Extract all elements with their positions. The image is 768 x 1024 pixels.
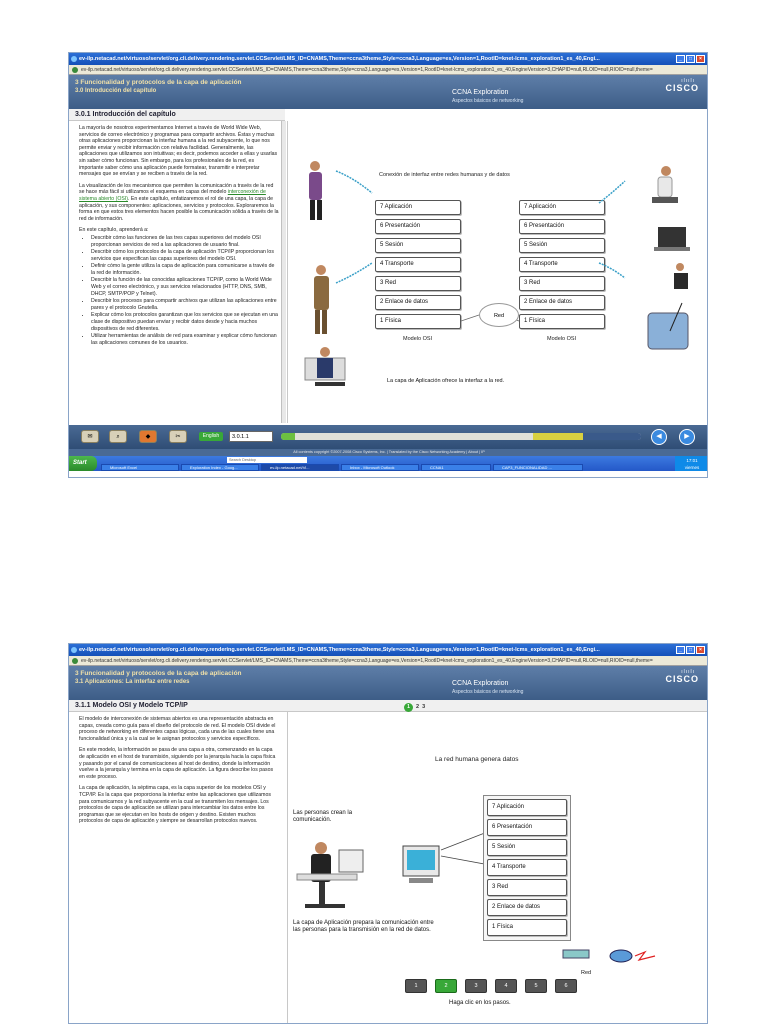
osi-layer: 7 Aplicación xyxy=(487,799,567,816)
osi-layer-left: 2 Enlace de datos xyxy=(375,295,461,310)
course-brand: CCNA Exploration xyxy=(452,89,509,96)
subchapter-title: 3.1 Aplicaciones: La interfaz entre redes xyxy=(75,679,190,685)
taskbar-item[interactable]: Microsoft Excel xyxy=(101,464,179,471)
diagram-caption: La capa de Aplicación ofrece la interfaz a la red. xyxy=(387,378,505,384)
people-caption: Las personas crean la comunicación. xyxy=(293,810,353,823)
page-tab-2[interactable]: 2 xyxy=(416,704,420,710)
address-bar[interactable] xyxy=(69,65,707,75)
osi-layer-left: 4 Transporte xyxy=(375,257,461,272)
ie-icon xyxy=(71,56,77,62)
taskbar-item[interactable]: ev-ilp.netacad.net/Vi... xyxy=(261,464,339,471)
wireless-signal-lines-right xyxy=(597,173,627,293)
intro-text xyxy=(79,125,279,347)
diagram-title: La red humana genera datos xyxy=(435,756,519,763)
diagram-title: Conexión de interfaz entre redes humanas y de datos xyxy=(379,172,510,178)
wireless-signal-lines xyxy=(334,163,374,323)
forward-arrow-icon[interactable]: ▶ xyxy=(679,429,695,445)
step-button-2[interactable]: 2 xyxy=(435,979,457,993)
osi-layer-left: 3 Red xyxy=(375,276,461,291)
cisco-logo: CISCO xyxy=(665,674,699,684)
osi-layer-left: 1 Física xyxy=(375,314,461,329)
desktop-search-input[interactable]: Search Desktop xyxy=(227,457,307,463)
windows-taskbar xyxy=(69,456,708,471)
osi-layer-left: 6 Presentación xyxy=(375,219,461,234)
osi-layer-right: 3 Red xyxy=(519,276,605,291)
copyright-bar: All contents copyright ©2007-2008 Cisco Systems, Inc. | Translated by the Cisco Networking Academy | About | IP xyxy=(69,449,708,456)
network-cloud: Red xyxy=(479,303,519,327)
close-button[interactable]: × xyxy=(696,55,705,63)
network-label: Red xyxy=(581,970,592,976)
step-button-4[interactable]: 4 xyxy=(495,979,517,993)
osi-layer: 3 Red xyxy=(487,879,567,896)
step-button-6[interactable]: 6 xyxy=(555,979,577,993)
section-title: 3.1.1 Modelo OSI y Modelo TCP/IP 1 2 3 xyxy=(69,700,707,712)
paragraph-2: En este modelo, la información se pasa de una capa a otra, comenzando en la capa de aplicación en el host de transmisión, siguiendo por la jerarquía hacia la capa física y pasando por el canal de comunicaciones al host de destino, donde la información vuelve a la jerarquía y termina en la capa de aplicación. La figura describe los pasos en este proceso. xyxy=(79,747,276,780)
globe-icon xyxy=(72,658,78,664)
text-scrollbar[interactable] xyxy=(281,121,286,423)
paragraph-1: El modelo de interconexión de sistemas abiertos es una representación abstracta en capas, creada como guía para el diseño del protocolo de red. El modelo OSI divide el proceso de networking en diferentes capas lógicas, cada una de las cuales tiene una funcionalidad única y a la cual se le asignan protocolos y servicios específicos. xyxy=(79,716,276,742)
step-hint: Haga clic en los pasos. xyxy=(449,1000,511,1006)
step-button-1[interactable]: 1 xyxy=(405,979,427,993)
paragraph-3: En este capítulo, aprenderá a: xyxy=(79,227,149,234)
start-button[interactable]: Start xyxy=(69,456,97,471)
list-item: • Explicar cómo los protocolos garantizan que los servicios que se ejecutan en una clase de dispositivo puedan enviar y recibir datos desde y hacia muchos dispositivos de red diferentes. xyxy=(91,312,279,332)
osi-layer-right: 7 Aplicación xyxy=(519,200,605,215)
book-icon[interactable]: ✉ xyxy=(81,430,99,443)
course-subtitle: Aspectos básicos de networking xyxy=(452,98,524,104)
window-title: ev-ilp.netacad.net/virtuoso/servlet/org.cli.delivery.rendering.servlet.CCServlet/LMS_ID=CNAMS,Theme=ccna3theme,Style=ccna3,Language=es,Version=1,RootID=knet-lcms_exploration1_es_40,Engi... xyxy=(79,56,600,62)
taskbar-item[interactable]: CCNA1 xyxy=(421,464,491,471)
window-titlebar xyxy=(69,53,707,65)
osi-link[interactable]: interconexión de sistema abierto (OSI) xyxy=(79,189,266,202)
page-tabs xyxy=(404,701,425,713)
browser-window-1 xyxy=(68,52,708,478)
osi-layer: 6 Presentación xyxy=(487,819,567,836)
page-tab-1[interactable]: 1 xyxy=(404,703,413,712)
system-clock xyxy=(675,456,708,471)
chapter-title: 3 Funcionalidad y protocolos de la capa de aplicación xyxy=(75,79,242,86)
osi-layer-right: 2 Enlace de datos xyxy=(519,295,605,310)
chapter-title: 3 Funcionalidad y protocolos de la capa de aplicación xyxy=(75,670,242,677)
objectives-list xyxy=(91,235,279,347)
clock-day: viernes xyxy=(684,465,700,470)
minimize-button[interactable]: _ xyxy=(676,646,685,654)
maximize-button[interactable]: □ xyxy=(686,55,695,63)
panel-divider xyxy=(287,121,288,423)
ie-icon xyxy=(71,647,77,653)
globe-icon xyxy=(72,67,78,73)
window-title: ev-ilp.netacad.net/virtuoso/servlet/org.cli.delivery.rendering.servlet.CCServlet/LMS_ID=CNAMS,Theme=ccna3theme,Style=ccna3,Language=es,Version=1,RootID=knet-lcms_exploration1_es_40,Engi... xyxy=(79,647,600,653)
browser-window-2 xyxy=(68,643,708,1024)
paragraph-2: La visualización de los mecanismos que permiten la comunicación a través de la red se hace más fácil si utilizamos el esquema en capas del modelo interconexión de sistema abierto (OSI). En este capítulo, enfatizaremos el rol de una capa, la capa de aplicación, y sus componentes: aplicaciones, servicios y protocolos. Exploraremos la forma en que estos tres elementos hacen posible la comunicación sólida a través de la red de información. xyxy=(79,182,279,222)
course-brand: CCNA Exploration xyxy=(452,680,509,687)
paragraph-3: La capa de aplicación, la séptima capa, es la capa superior de los modelos OSI y TCP/IP. Es la capa que proporciona la interfaz entre las aplicaciones que utilizamos para comunicarnos y la red subyacente en la cual se transmiten los mensajes. Los protocolos de capa de aplicación se utilizan para intercambiar los datos entre los programas que se ejecutan en los hosts de origen y destino. Existen muchos protocolos de capa de aplicación y siempre se desarrollan protocolos nuevos. xyxy=(79,785,271,825)
osi-layer-left: 5 Sesión xyxy=(375,238,461,253)
taskbar-item[interactable]: CAP3_FUNCIONALIDAD ... xyxy=(493,464,583,471)
osi-layer: 5 Sesión xyxy=(487,839,567,856)
taskbar-item[interactable]: Exploration Index - Goog... xyxy=(181,464,259,471)
clock-time: 17:01 xyxy=(686,458,698,463)
subchapter-title: 3.0 Introducción del capítulo xyxy=(75,88,157,94)
taskbar-item[interactable]: Inbox - Microsoft Outlook xyxy=(341,464,419,471)
list-item: • Describir la función de las conocidas aplicaciones TCP/IP, como la World Wide Web y el correo electrónico, y sus servicios relacionados (HTTP, DNS, SMB, DHCP, SMTP/POP y Telnet). xyxy=(91,277,279,297)
language-button[interactable]: English xyxy=(199,432,223,441)
page-tab-3[interactable]: 3 xyxy=(422,704,426,710)
osi-layer-left: 7 Aplicación xyxy=(375,200,461,215)
network-devices-illustration xyxy=(559,942,669,974)
glossary-icon[interactable]: ◆ xyxy=(139,430,157,443)
osi-text xyxy=(79,716,279,830)
list-item: • Describir los procesos para compartir archivos que utilizan las aplicaciones entre pares y el protocolo Gnutella. xyxy=(91,298,279,311)
osi-model-label-left: Modelo OSI xyxy=(403,336,433,342)
maximize-button[interactable]: □ xyxy=(686,646,695,654)
course-header xyxy=(69,666,707,700)
list-item: • Utilizar herramientas de análisis de red para examinar y explicar cómo funcionan las aplicaciones comunes de los usuarios. xyxy=(91,333,279,346)
step-button-5[interactable]: 5 xyxy=(525,979,547,993)
osi-layer: 4 Transporte xyxy=(487,859,567,876)
panel-divider xyxy=(287,712,288,1024)
search-icon[interactable]: ⌕ xyxy=(109,430,127,443)
osi-layer-right: 6 Presentación xyxy=(519,219,605,234)
address-text: ev-ilp.netacad.net/virtuoso/servlet/org.cli.delivery.rendering.servlet.CCServlet/LMS_ID=CNAMS,Theme=ccna3theme,Style=ccna3,Language=es,Version=1,RootID=knet-lcms_exploration1_es_40,EngineVersion=3,CHAPID=null,RLOID=null,RIOID=null,theme= xyxy=(81,67,653,73)
osi-layer: 1 Física xyxy=(487,919,567,936)
osi-layer-right: 5 Sesión xyxy=(519,238,605,253)
list-item: • Describir cómo los protocolos de la capa de aplicación TCP/IP proporcionan los servicios que especifican las capas superiores del modelo OSI. xyxy=(91,249,279,262)
close-button[interactable]: × xyxy=(696,646,705,654)
course-subtitle: Aspectos básicos de networking xyxy=(452,689,524,695)
back-arrow-icon[interactable]: ◀ xyxy=(651,429,667,445)
cisco-bars-icon: ılıılı xyxy=(681,669,695,675)
application-caption: La capa de Aplicación prepara la comunicación entre las personas para la transmisión en la red de datos. xyxy=(293,920,434,933)
window-titlebar xyxy=(69,644,707,656)
paragraph-1: La mayoría de nosotros experimentamos Internet a través de World Wide Web, servicios de correo electrónico y programas para compartir archivos. Éstas y muchas otras aplicaciones proporcionan la interfaz humana a la red subyacente, lo que nos permite enviar y recibir información con relativa facilidad. Generalmente, las aplicaciones que utilizamos son intuitivas; es decir, podemos acceder a ellas y usarlas sin saber cómo funcionan. Sin embargo, para los profesionales de la red, es importante saber cómo una aplicación puede formatear, transmitir e interpretar mensajes que se envían y se reciben a través de la red. xyxy=(79,125,278,178)
section-title: 3.0.1 Introducción del capítulo xyxy=(69,109,285,121)
step-button-3[interactable]: 3 xyxy=(465,979,487,993)
address-text: ev-ilp.netacad.net/virtuoso/servlet/org.cli.delivery.rendering.servlet.CCServlet/LMS_ID=CNAMS,Theme=ccna3theme,Style=ccna3,Language=es,Version=1,RootID=knet-lcms_exploration1_es_40,EngineVersion=3,CHAPID=null,RLOID=null,RIOID=null,theme= xyxy=(81,658,653,664)
osi-layer-right: 4 Transporte xyxy=(519,257,605,272)
minimize-button[interactable]: _ xyxy=(676,55,685,63)
course-progress-bar xyxy=(281,433,641,440)
course-toolbar xyxy=(69,425,708,449)
cisco-logo: CISCO xyxy=(665,83,699,93)
osi-model-label-right: Modelo OSI xyxy=(547,336,577,342)
cisco-bars-icon: ılıılı xyxy=(681,78,695,84)
course-header xyxy=(69,75,707,109)
tools-icon[interactable]: ✂ xyxy=(169,430,187,443)
osi-layer: 2 Enlace de datos xyxy=(487,899,567,916)
page-selector[interactable]: 3.0.1.1 xyxy=(229,431,273,442)
list-item: • Definir cómo la gente utiliza la capa de aplicación para comunicarse a través de la red de información. xyxy=(91,263,279,276)
list-item: • Describir cómo las funciones de las tres capas superiores del modelo OSI proporcionan servicios de red a las aplicaciones de usuario final. xyxy=(91,235,279,248)
address-bar[interactable] xyxy=(69,656,707,666)
osi-layer-right: 1 Física xyxy=(519,314,605,329)
